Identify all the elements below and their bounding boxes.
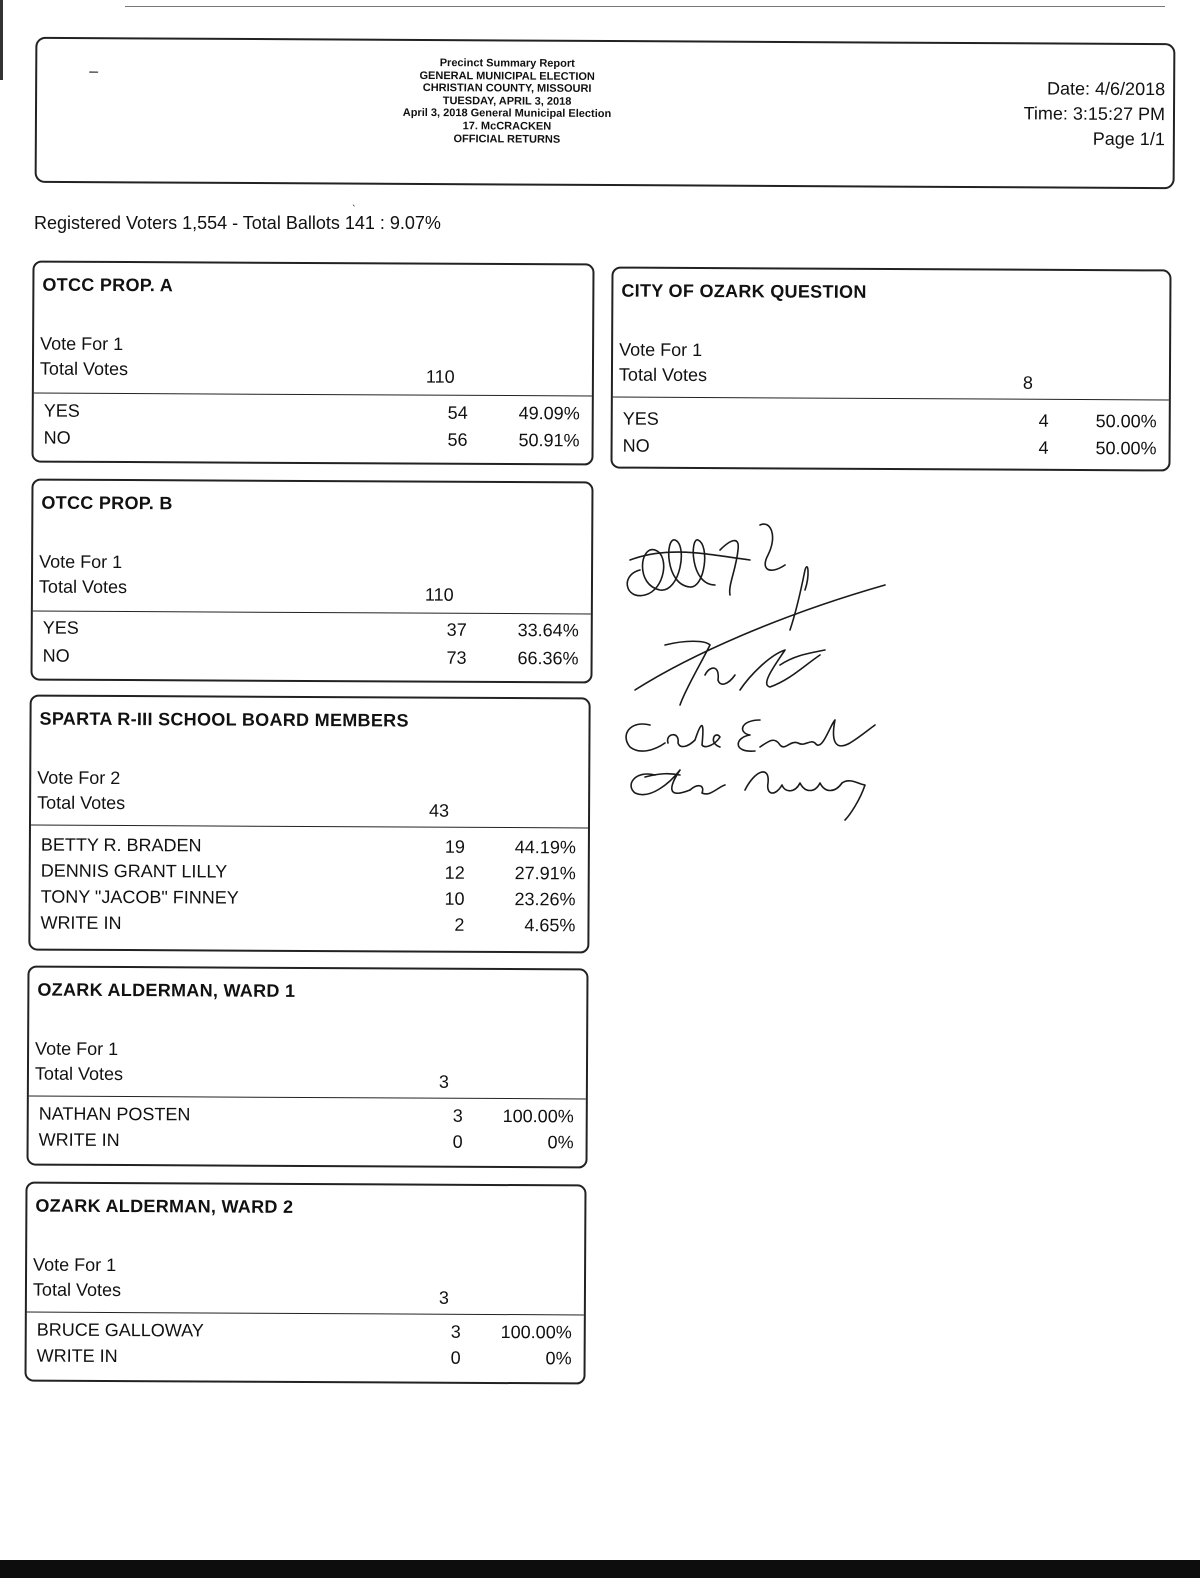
table-row [623,436,1157,465]
vote-for: Vote For 1 [619,339,703,361]
candidate-name: BRUCE GALLOWAY [36,1319,204,1341]
election-name: GENERAL MUNICIPAL ELECTION [419,69,595,83]
choice-percent: 66.36% [517,648,579,669]
candidate-name: DENNIS GRANT LILLY [40,860,228,882]
choice-votes: 73 [446,647,467,668]
divider [31,825,588,829]
candidate-percent: 0% [545,1348,572,1369]
candidate-percent: 44.19% [514,837,576,858]
scan-edge-left [0,0,3,80]
scan-edge-bottom [0,1560,1200,1578]
choice-votes: 54 [447,402,468,423]
candidate-votes: 0 [450,1347,461,1368]
report-header [35,37,1176,189]
table-row [40,913,575,942]
total-votes-label: Total Votes [618,364,708,386]
total-votes-label: Total Votes [37,792,126,814]
registered-voters-summary: Registered Voters 1,554 - Total Ballots 141 : 9.07% [34,213,441,233]
candidate-votes: 3 [452,1105,463,1126]
contest-sparta-school-board [28,695,590,954]
total-votes-value: 43 [429,800,450,821]
choice-name: NO [43,427,71,448]
county-name: CHRISTIAN COUNTY, MISSOURI [422,82,592,96]
candidate-name: WRITE IN [38,1129,120,1151]
total-votes-value: 3 [438,1071,449,1092]
choice-name: NO [42,645,70,666]
divider [27,1312,584,1316]
choice-name: NO [622,435,650,456]
table-row [623,409,1157,438]
stray-mark-icon: ˎ [352,193,356,207]
candidate-votes: 3 [450,1321,461,1342]
election-description: April 3, 2018 General Municipal Election [402,107,612,121]
handwritten-signatures-icon [610,515,900,825]
report-time: Time: 3:15:27 PM [1023,103,1166,125]
divider [33,611,591,615]
table-row [39,1130,574,1159]
candidate-votes: 19 [444,836,465,857]
precinct-name: 17. McCRACKEN [462,120,552,133]
election-date: TUESDAY, APRIL 3, 2018 [442,94,572,108]
candidate-votes: 10 [444,888,465,909]
scan-edge-top [125,6,1165,7]
contest-title: SPARTA R-III SCHOOL BOARD MEMBERS [39,708,409,731]
choice-votes: 4 [1038,410,1049,431]
choice-votes: 56 [447,429,468,450]
choice-percent: 50.00% [1095,411,1157,432]
table-row [44,401,580,430]
vote-for: Vote For 2 [37,767,121,789]
candidate-votes: 12 [444,862,465,883]
total-votes-label: Total Votes [39,358,129,380]
table-row [43,618,579,647]
divider [613,397,1169,401]
candidate-percent: 4.65% [524,915,576,936]
header-title-block [367,57,647,147]
vote-for: Vote For 1 [35,1038,119,1060]
contest-title: OZARK ALDERMAN, WARD 1 [37,979,296,1001]
contest-otcc-prop-b [30,479,593,684]
total-votes-label: Total Votes [32,1279,122,1301]
header-dash: – [89,63,99,81]
table-row [43,646,579,675]
total-votes-label: Total Votes [38,576,128,598]
divider [34,393,592,397]
header-meta [1023,76,1165,152]
contest-ozark-alderman-ward-2 [24,1182,586,1385]
candidate-votes: 0 [452,1131,463,1152]
candidate-name: NATHAN POSTEN [38,1103,191,1125]
table-row [41,887,576,916]
table-row [41,835,576,864]
choice-name: YES [42,617,79,638]
report-type: Precinct Summary Report [439,57,575,70]
candidate-percent: 100.00% [500,1322,572,1343]
contest-title: OTCC PROP. A [42,274,174,296]
choice-name: YES [622,408,659,429]
vote-for: Vote For 1 [40,333,124,355]
contest-otcc-prop-a [31,261,594,466]
choice-percent: 49.09% [518,403,580,424]
vote-for: Vote For 1 [33,1254,117,1276]
contest-title: CITY OF OZARK QUESTION [621,280,867,302]
candidate-votes: 2 [454,914,465,935]
candidate-percent: 23.26% [514,889,576,910]
table-row [44,428,580,457]
choice-name: YES [43,400,80,421]
candidate-percent: 0% [547,1132,574,1153]
total-votes-label: Total Votes [34,1063,124,1085]
candidate-name: WRITE IN [36,1345,118,1367]
choice-percent: 33.64% [517,620,579,641]
table-row [39,1104,574,1133]
choice-percent: 50.91% [518,430,580,451]
table-row [41,861,576,890]
choice-percent: 50.00% [1095,438,1157,459]
contest-city-of-ozark-question [610,267,1171,472]
candidate-name: WRITE IN [40,912,122,934]
contest-ozark-alderman-ward-1 [26,966,588,1169]
page-number: Page 1/1 [1092,128,1165,150]
returns-status: OFFICIAL RETURNS [453,132,561,146]
table-row [37,1346,572,1375]
divider [29,1096,586,1100]
candidate-name: BETTY R. BRADEN [40,834,202,856]
candidate-name: TONY "JACOB" FINNEY [40,886,239,908]
report-date: Date: 4/6/2018 [1046,78,1166,100]
choice-votes: 4 [1038,437,1049,458]
total-votes-value: 8 [1022,372,1033,393]
table-row [37,1320,572,1349]
contest-title: OZARK ALDERMAN, WARD 2 [35,1195,294,1217]
total-votes-value: 110 [424,584,454,605]
candidate-percent: 27.91% [514,863,576,884]
total-votes-value: 3 [438,1287,449,1308]
candidate-percent: 100.00% [502,1106,574,1127]
choice-votes: 37 [446,619,467,640]
total-votes-value: 110 [425,366,455,387]
vote-for: Vote For 1 [39,551,123,573]
contest-title: OTCC PROP. B [41,492,173,514]
